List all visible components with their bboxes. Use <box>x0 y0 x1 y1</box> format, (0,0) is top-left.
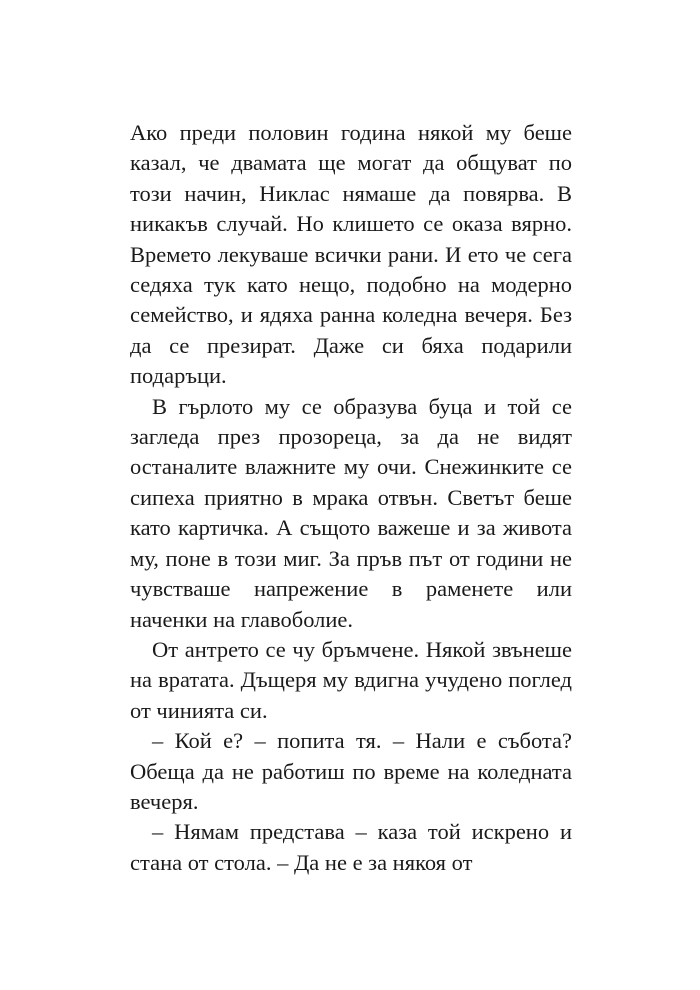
page-text <box>130 118 572 878</box>
paragraph-5: – Нямам представа – каза той искрено и стана от стола. – Да не е за някоя от <box>130 819 572 875</box>
paragraph-1: Ако преди половин година някой му беше казал, че двамата ще могат да общуват по този начин, Никлас нямаше да повярва. В никакъв случай. Но клишето се оказа вярно. Времето лекуваше всички рани. И ето че сега седяха тук като нещо, подобно на модерно семейство, и ядяха ранна коледна вечеря. Без да се презират. Даже си бяха подарили подаръци. <box>130 120 572 389</box>
paragraph-2: В гърлото му се образува буца и той се загледа през прозореца, за да не видят останалите влажните му очи. Снежинките се сипеха приятно в мрака отвън. Светът беше като картичка. А същото важеше и за живота му, поне в този миг. За пръв път от години не чувстваше напрежение в раменете или наченки на главоболие. <box>130 393 572 632</box>
paragraph-4: – Кой е? – попита тя. – Нали е събота? Обеща да не работиш по време на коледната вечеря. <box>130 728 572 814</box>
paragraph-3: От антрето се чу бръмчене. Някой звънеше на вратата. Дъщеря му вдигна учудено поглед от чинията си. <box>130 636 572 723</box>
